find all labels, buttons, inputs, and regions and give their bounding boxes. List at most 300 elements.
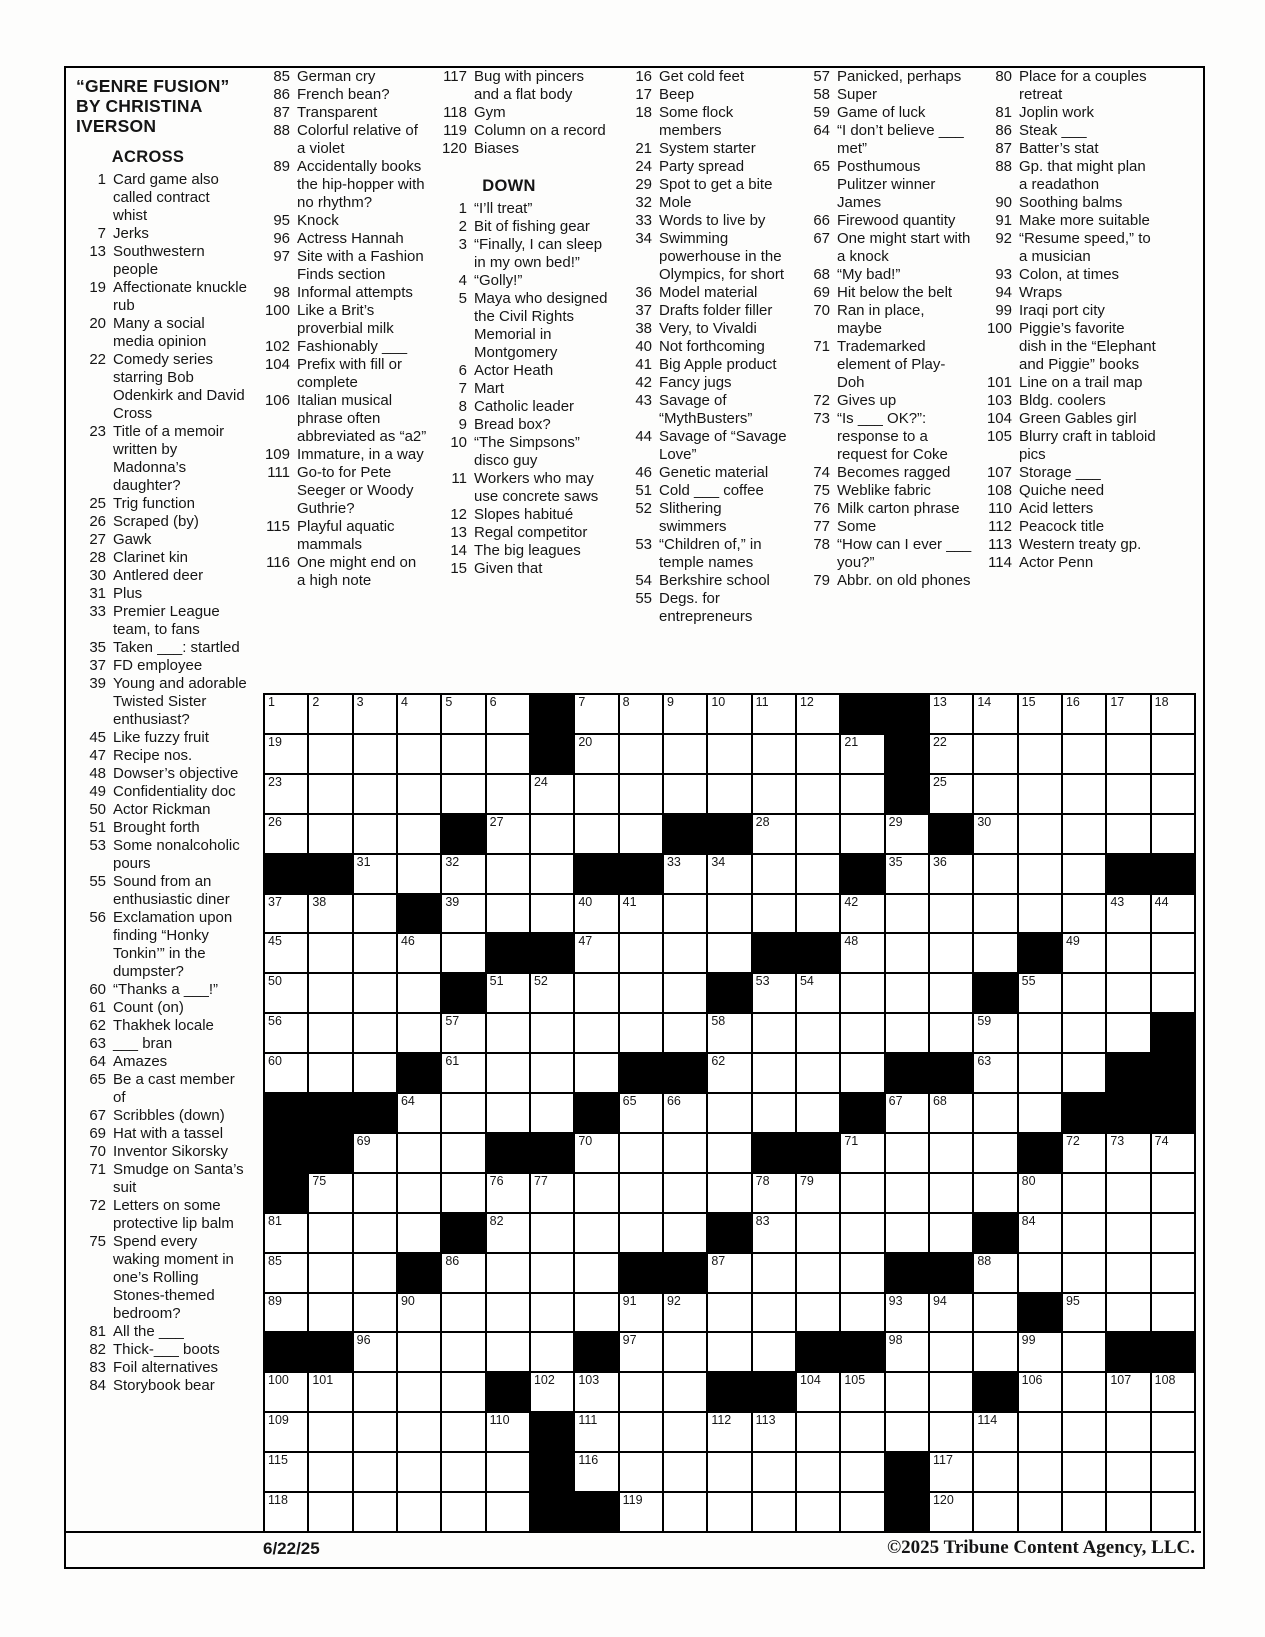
cell-number: 50 [268,974,282,989]
grid-cell-black [930,1254,972,1292]
clue-item [76,1233,248,1323]
cell-number: 20 [578,734,593,749]
cell-number: 118 [268,1493,288,1508]
grid-cell [753,1413,795,1451]
clue-number: 91 [995,212,1012,229]
grid-cell [753,1014,795,1052]
clue-item [260,212,428,230]
grid-cell [531,1254,573,1292]
grid-cell [354,695,396,733]
grid-cell [575,695,617,733]
clue-number: 30 [89,567,106,584]
grid-cell [620,695,662,733]
clue-number: 61 [89,999,106,1016]
clue-text: Words to live by [659,212,766,229]
clue-item [982,212,1156,230]
grid-cell [398,695,440,733]
grid-cell [1107,815,1149,853]
clue-text: Knock [297,212,339,229]
clue-number: 115 [266,518,290,535]
cell-number: 40 [578,894,593,909]
clue-number: 64 [813,122,830,139]
grid-cell [886,1413,928,1451]
grid-cell-black [309,1094,351,1132]
clue-number: 111 [267,464,290,481]
clue-item [800,464,972,482]
grid-cell [841,1413,883,1451]
clue-item [76,603,248,639]
grid-cell [1107,1254,1149,1292]
grid-cell-black [265,1333,307,1371]
clue-column-1 [76,76,248,1395]
clue-text: The big leagues [474,542,581,559]
clue-item [260,302,428,338]
grid-cell [1063,1413,1105,1451]
clue-number: 21 [635,140,652,157]
grid-cell [797,1373,839,1411]
grid-cell [664,1413,706,1451]
clue-number: 71 [813,338,830,355]
grid-cell [664,1094,706,1132]
grid-cell [265,1373,307,1411]
grid-cell [309,1294,351,1332]
grid-cell [575,974,617,1012]
grid-cell-black [575,1333,617,1371]
cell-number: 116 [578,1453,599,1468]
clue-item [260,230,428,248]
cell-number: 64 [400,1094,415,1109]
grid-cell [1107,934,1149,972]
grid-cell [398,1294,440,1332]
cell-number: 1 [268,695,275,709]
cell-number: 48 [844,934,859,949]
clue-text: Maya who designed the Civil Rights Memorial in Montgomery [474,290,608,361]
grid-cell-black [1019,1134,1061,1172]
grid-cell [1063,1493,1105,1531]
clue-text: Actor Heath [474,362,554,379]
grid-cell [1152,974,1194,1012]
clue-number: 13 [450,524,467,541]
clue-item [800,572,972,590]
grid-cell [797,974,839,1012]
grid-cell [841,1014,883,1052]
clue-item [76,1017,248,1035]
clue-item [76,567,248,585]
cell-number: 41 [622,894,637,909]
grid-cell [797,735,839,773]
clue-text: Like a Brit’s proverbial milk [297,302,394,337]
grid-cell [664,695,706,733]
grid-cell [1063,895,1105,933]
clue-number: 6 [458,362,467,379]
clue-text: Some flock members [659,104,734,139]
cell-number: 19 [268,734,282,749]
clue-item [800,122,972,158]
clue-number: 51 [89,819,106,836]
grid-cell-black [531,735,573,773]
cell-number: 68 [932,1094,947,1109]
cell-number: 17 [1110,695,1125,709]
grid-cell [708,775,750,813]
grid-cell [1107,1134,1149,1172]
clue-text: Hat with a tassel [113,1125,224,1142]
clue-item [437,218,609,236]
grid-cell [974,1493,1016,1531]
grid-cell [354,1294,396,1332]
clue-item [260,554,428,590]
grid-cell [354,1214,396,1252]
clue-number: 78 [813,536,830,553]
clue-number: 39 [89,675,106,692]
grid-cell [664,1174,706,1212]
clue-item [982,158,1156,194]
clue-item [437,470,609,506]
clue-text: “Thanks a ___!” [113,981,219,998]
cell-number: 84 [1021,1213,1036,1228]
clue-text: Party spread [659,158,745,175]
clue-number: 89 [273,158,290,175]
grid-cell [265,1413,307,1451]
grid-cell [575,1054,617,1092]
grid-cell [1019,974,1061,1012]
grid-cell [575,934,617,972]
cell-number: 90 [400,1293,415,1308]
clue-item [260,86,428,104]
clue-number: 58 [813,86,830,103]
clue-item [76,225,248,243]
grid-cell [797,1174,839,1212]
grid-cell [442,1054,484,1092]
clue-text: Brought forth [113,819,200,836]
clue-number: 106 [264,392,290,409]
grid-cell [708,855,750,893]
clue-text: Berkshire school [659,572,770,589]
cell-number: 100 [268,1373,289,1388]
grid-cell [354,1373,396,1411]
footer-divider [66,1531,1201,1533]
grid-cell [531,1294,573,1332]
grid-cell [930,1134,972,1172]
grid-cell [708,695,750,733]
clue-item [260,284,428,302]
clue-number: 63 [89,1035,106,1052]
clue-number: 75 [813,482,830,499]
grid-cell [797,895,839,933]
grid-cell [974,1413,1016,1451]
grid-cell [442,735,484,773]
puzzle-author-line: IVERSON [76,116,157,136]
grid-cell [708,1294,750,1332]
clue-item [982,104,1156,122]
clue-text: German cry [297,68,376,85]
clue-number: 109 [264,446,290,463]
grid-cell [442,1174,484,1212]
grid-cell [797,695,839,733]
clue-item [622,212,792,230]
clue-item [982,554,1156,572]
grid-cell [753,1054,795,1092]
clue-number: 20 [89,315,106,332]
clue-number: 1 [458,200,467,217]
clue-item [982,230,1156,266]
cell-number: 69 [356,1133,371,1148]
clue-text: Wraps [1019,284,1063,301]
cell-number: 57 [445,1014,460,1029]
grid-cell [1152,1493,1194,1531]
clue-text: Bug with pincers and a flat body [474,68,585,103]
grid-cell-black [930,1054,972,1092]
clue-item [982,194,1156,212]
clue-text: “I don’t believe ___ met” [837,122,964,157]
grid-cell [841,1174,883,1212]
grid-cell [930,775,972,813]
clue-text: Firewood quantity [837,212,956,229]
clue-item [437,380,609,398]
cell-number: 85 [268,1253,282,1268]
clue-number: 94 [995,284,1012,301]
grid-cell [1063,1333,1105,1371]
grid-cell [1019,1413,1061,1451]
clue-item [76,1107,248,1125]
grid-cell [354,934,396,972]
clue-text: Joplin work [1019,104,1095,121]
grid-cell [1107,775,1149,813]
grid-cell [309,1453,351,1491]
cell-number: 27 [489,814,504,829]
grid-cell [1063,1214,1105,1252]
clue-number: 51 [635,482,652,499]
cell-number: 91 [622,1293,637,1308]
clue-text: Mole [659,194,692,211]
clue-number: 36 [635,284,652,301]
clue-number: 102 [264,338,290,355]
clue-text: “I’ll treat” [474,200,533,217]
cell-number: 11 [755,695,769,709]
grid-cell [531,815,573,853]
clue-text: Transparent [297,104,378,121]
grid-cell [309,1493,351,1531]
grid-cell [664,775,706,813]
cell-number: 113 [755,1413,776,1428]
clue-item [622,194,792,212]
grid-cell [398,1014,440,1052]
grid-cell [354,1254,396,1292]
grid-cell-black [575,1094,617,1132]
clue-number: 19 [89,279,106,296]
clue-number: 93 [995,266,1012,283]
grid-cell [442,775,484,813]
clue-text: Workers who may use concrete saws [474,470,599,505]
clue-number: 3 [458,236,467,253]
cell-number: 78 [755,1173,770,1188]
grid-cell-black [531,1413,573,1451]
clue-text: Recipe nos. [113,747,193,764]
grid-cell-black [797,1333,839,1371]
clue-number: 79 [813,572,830,589]
down-clue-list [982,68,1156,572]
cell-number: 86 [445,1253,460,1268]
grid-cell [841,1214,883,1252]
grid-cell [575,775,617,813]
across-clue-list [437,68,609,158]
clue-item [260,464,428,518]
clue-number: 110 [988,500,1012,517]
grid-cell [487,1174,529,1212]
grid-cell [487,1453,529,1491]
clue-number: 56 [89,909,106,926]
clue-text: Steak ___ [1019,122,1087,139]
cell-number: 105 [844,1373,866,1388]
grid-cell [974,1453,1016,1491]
clue-text: Bread box? [474,416,551,433]
clue-number: 34 [635,230,652,247]
down-header: DOWN [482,177,536,195]
clue-text: Some [837,518,877,535]
cell-number: 53 [755,974,770,989]
grid-cell [664,1294,706,1332]
clue-text: Gp. that might plan a readathon [1019,158,1146,193]
clue-text: Southwestern people [113,243,205,278]
clue-text: Milk carton phrase [837,500,960,517]
grid-cell [442,1294,484,1332]
grid-cell-black [1152,1094,1194,1132]
clue-item [622,590,792,626]
grid-cell [309,1174,351,1212]
clue-item [76,765,248,783]
clue-text: Hit below the belt [837,284,953,301]
clue-text: Informal attempts [297,284,413,301]
grid-cell-black [531,695,573,733]
clue-text: Gives up [837,392,897,409]
clue-number: 18 [635,104,652,121]
clue-number: 2 [458,218,467,235]
grid-cell [354,1174,396,1212]
cell-number: 88 [977,1253,992,1268]
grid-cell [1019,1254,1061,1292]
grid-cell [708,1493,750,1531]
grid-cell [974,815,1016,853]
clue-item [76,243,248,279]
cell-number: 23 [268,774,282,789]
grid-cell [354,855,396,893]
grid-cell [1019,1333,1061,1371]
grid-cell [664,974,706,1012]
grid-cell [265,895,307,933]
grid-cell [487,1014,529,1052]
across-header: ACROSS [111,148,185,166]
clue-text: Bit of fishing gear [474,218,590,235]
cell-number: 89 [268,1293,282,1308]
clue-item [260,158,428,212]
grid-cell [974,895,1016,933]
grid-cell [575,1373,617,1411]
cell-number: 61 [445,1054,460,1069]
clue-text: “Is ___ OK?”: response to a request for Coke [837,410,948,463]
grid-cell [442,1373,484,1411]
grid-cell-black [265,1094,307,1132]
clue-text: Storage ___ [1019,464,1101,481]
clue-number: 28 [89,549,106,566]
clue-item [76,999,248,1017]
grid-cell [930,1413,972,1451]
clue-item [800,410,972,464]
cell-number: 4 [400,695,408,709]
clue-item [982,482,1156,500]
clue-number: 27 [89,531,106,548]
clue-text: Slopes habitué [474,506,574,523]
grid-cell [575,735,617,773]
clue-text: Plus [113,585,143,602]
grid-cell [531,775,573,813]
clue-number: 37 [89,657,106,674]
grid-cell [1019,775,1061,813]
grid-cell [886,1174,928,1212]
grid-cell [575,1214,617,1252]
clue-number: 87 [273,104,290,121]
clue-item [76,171,248,225]
cell-number: 39 [445,894,460,909]
grid-cell [1152,934,1194,972]
grid-cell [1063,1453,1105,1491]
cell-number: 56 [268,1014,282,1029]
grid-cell [797,1254,839,1292]
grid-cell [575,1294,617,1332]
cell-number: 73 [1110,1133,1125,1148]
clue-number: 73 [813,410,830,427]
cell-number: 46 [400,934,415,949]
clue-number: 54 [635,572,652,589]
clue-number: 108 [986,482,1012,499]
clue-item [76,639,248,657]
clue-number: 85 [273,68,290,85]
grid-cell [487,1054,529,1092]
grid-cell [930,1373,972,1411]
clue-text: Young and adorable Twisted Sister enthusiast? [113,675,247,728]
cell-number: 119 [622,1493,643,1508]
clue-text: Cold ___ coffee [659,482,764,499]
grid-cell [265,974,307,1012]
clue-text: “The Simpsons” disco guy [474,434,580,469]
clue-text: Comedy series starring Bob Odenkirk and David Cross [113,351,245,422]
clue-number: 12 [450,506,467,523]
clue-text: Storybook bear [113,1377,215,1394]
clue-item [76,495,248,513]
grid-cell [1063,775,1105,813]
grid-cell-black [442,1214,484,1252]
grid-cell-black [575,855,617,893]
grid-cell [753,1254,795,1292]
clue-number: 49 [89,783,106,800]
grid-cell [886,1373,928,1411]
clue-item [437,362,609,380]
grid-cell [1019,855,1061,893]
cell-number: 112 [711,1413,732,1428]
grid-cell [442,1134,484,1172]
grid-cell [309,815,351,853]
grid-cell [487,775,529,813]
clue-item [800,482,972,500]
grid-cell [886,895,928,933]
grid-cell-black [841,1333,883,1371]
grid-cell [1152,1453,1194,1491]
clue-number: 99 [995,302,1012,319]
cell-number: 24 [533,774,548,789]
grid-cell-black [886,735,928,773]
grid-cell [841,895,883,933]
grid-cell-black [708,974,750,1012]
grid-cell-black [265,1174,307,1212]
clue-text: Bldg. coolers [1019,392,1106,409]
